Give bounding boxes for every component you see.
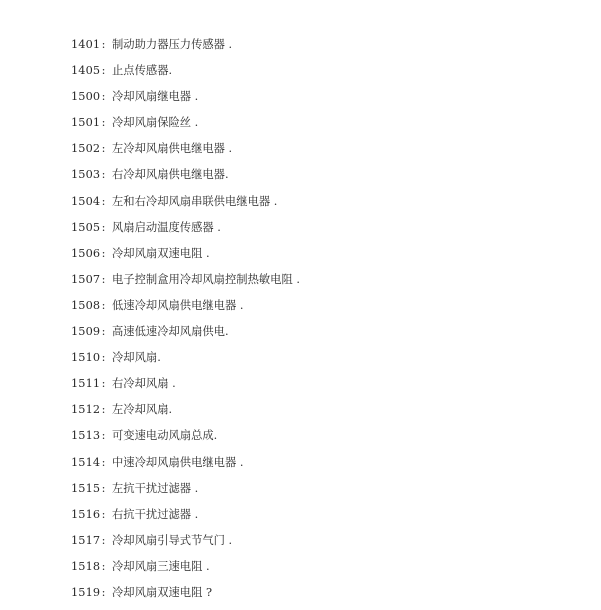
entry-description: 冷却风扇双速电阻 .: [112, 246, 210, 260]
entry-description: 风扇启动温度传感器 .: [112, 220, 221, 234]
list-item: [71, 427, 300, 453]
entry-description: 右冷却风扇供电继电器.: [112, 168, 229, 182]
entry-description: 冷却风扇双速电阻 ?: [112, 585, 213, 599]
list-item: [71, 584, 300, 610]
entry-separator: :: [101, 272, 106, 286]
entry-separator: :: [101, 533, 106, 547]
list-item: [71, 166, 300, 192]
entry-code: 1510: [71, 351, 101, 365]
entry-description: 冷却风扇保险丝 .: [112, 116, 199, 130]
list-item: [71, 349, 300, 375]
list-item: [71, 401, 300, 427]
entry-description: 冷却风扇引导式节气门 .: [112, 533, 233, 547]
entry-separator: :: [101, 585, 106, 599]
entry-code: 1513: [71, 429, 101, 443]
list-item: [71, 375, 300, 401]
list-item: [71, 532, 300, 558]
entry-code: 1505: [71, 220, 101, 234]
entry-code: 1500: [71, 90, 101, 104]
entry-separator: :: [101, 116, 106, 130]
entry-code: 1401: [71, 38, 101, 51]
list-item: [71, 140, 300, 166]
entry-code: 1503: [71, 168, 101, 182]
entry-separator: :: [101, 90, 106, 104]
entry-separator: :: [101, 507, 106, 521]
entry-code: 1501: [71, 116, 101, 130]
list-item: [71, 219, 300, 245]
entry-description: 右抗干扰过滤器 .: [112, 507, 199, 521]
component-code-list: [71, 36, 300, 610]
entry-separator: :: [101, 168, 106, 182]
entry-description: 可变速电动风扇总成.: [112, 429, 218, 443]
entry-description: 右冷却风扇 .: [112, 377, 176, 391]
entry-separator: :: [101, 64, 106, 78]
list-item: [71, 36, 300, 62]
list-item: [71, 114, 300, 140]
list-item: [71, 558, 300, 584]
entry-code: 1511: [71, 377, 101, 391]
entry-code: 1517: [71, 533, 101, 547]
entry-separator: :: [101, 455, 106, 469]
entry-separator: :: [101, 429, 106, 443]
list-item: [71, 480, 300, 506]
list-item: [71, 193, 300, 219]
entry-separator: :: [101, 298, 106, 312]
entry-code: 1516: [71, 507, 101, 521]
entry-description: 高速低速冷却风扇供电.: [112, 325, 229, 339]
entry-code: 1504: [71, 194, 101, 208]
entry-code: 1509: [71, 325, 101, 339]
entry-separator: :: [101, 403, 106, 417]
entry-code: 1512: [71, 403, 101, 417]
entry-code: 1514: [71, 455, 101, 469]
list-item: [71, 323, 300, 349]
entry-description: 左抗干扰过滤器 .: [112, 481, 199, 495]
entry-separator: :: [101, 325, 106, 339]
entry-separator: :: [101, 377, 106, 391]
entry-code: 1519: [71, 585, 101, 599]
entry-separator: :: [101, 194, 106, 208]
entry-description: 左冷却风扇.: [112, 403, 173, 417]
entry-description: 电子控制盒用冷却风扇控制热敏电阻 .: [112, 272, 300, 286]
list-item: [71, 245, 300, 271]
entry-separator: :: [101, 481, 106, 495]
entry-code: 1508: [71, 298, 101, 312]
entry-code: 1515: [71, 481, 101, 495]
entry-description: 冷却风扇.: [112, 351, 161, 365]
list-item: [71, 271, 300, 297]
entry-separator: :: [101, 559, 106, 573]
entry-code: 1507: [71, 272, 101, 286]
entry-description: 低速冷却风扇供电继电器 .: [112, 298, 244, 312]
entry-description: 左和右冷却风扇串联供电继电器 .: [112, 194, 278, 208]
entry-separator: :: [101, 38, 106, 51]
entry-description: 中速冷却风扇供电继电器 .: [112, 455, 244, 469]
entry-separator: :: [101, 246, 106, 260]
entry-description: 冷却风扇三速电阻 .: [112, 559, 210, 573]
entry-description: 制动助力器压力传感器 .: [112, 38, 233, 51]
entry-description: 左冷却风扇供电继电器 .: [112, 142, 233, 156]
entry-code: 1502: [71, 142, 101, 156]
list-item: [71, 88, 300, 114]
entry-code: 1506: [71, 246, 101, 260]
entry-code: 1518: [71, 559, 101, 573]
entry-separator: :: [101, 142, 106, 156]
entry-description: 止点传感器.: [112, 64, 173, 78]
entry-separator: :: [101, 351, 106, 365]
entry-code: 1405: [71, 64, 101, 78]
entry-description: 冷却风扇继电器 .: [112, 90, 199, 104]
list-item: [71, 297, 300, 323]
list-item: [71, 62, 300, 88]
list-item: [71, 506, 300, 532]
list-item: [71, 454, 300, 480]
entry-separator: :: [101, 220, 106, 234]
